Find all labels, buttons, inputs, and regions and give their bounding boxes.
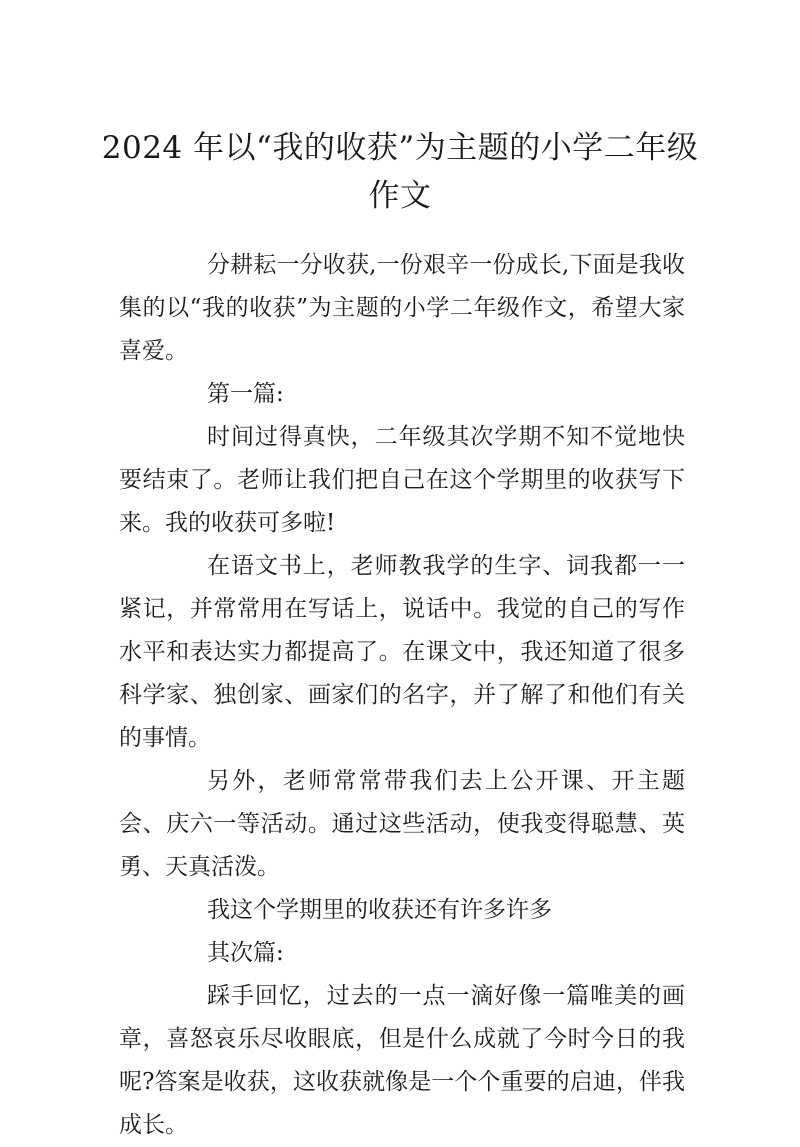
document-title-line-1: 2024 年以“我的收获”为主题的小学二年级 [101, 130, 699, 166]
section-heading-first: 第一篇: [207, 381, 284, 407]
paragraph-second-1: 踩手回忆，过去的一点一滴好像一篇唯美的画章，喜怒哀乐尽收眼底，但是什么成就了今时今日的我呢?答案是收获，这收获就像是一个个重要的启迪，伴我成长。 [119, 983, 685, 1138]
paragraph-first-1: 时间过得真快，二年级其次学期不知不觉地快要结束了。老师让我们把自己在这个学期里的收获写下来。我的收获可多啦! [119, 424, 685, 536]
paragraph-first-3: 另外，老师常常带我们去上公开课、开主题会、庆六一等活动。通过这些活动，使我变得聪慧、英勇、天真活泼。 [119, 768, 685, 880]
document-body [119, 244, 685, 1147]
paragraph-intro: 分耕耘一分收获,一份艰辛一份成长,下面是我收集的以“我的收获”为主题的小学二年级作文，希望大家喜爱。 [119, 252, 685, 364]
section-heading-second: 其次篇: [207, 940, 284, 966]
paragraph-first-4: 我这个学期里的收获还有许多许多 [207, 897, 552, 923]
paragraph-first-2: 在语文书上，老师教我学的生字、词我都一一紧记，并常常用在写话上，说话中。我觉的自己的写作水平和表达实力都提高了。在课文中，我还知道了很多科学家、独创家、画家们的名字，并了解了和他们有关的事情。 [119, 553, 685, 751]
document-title-line-2: 作文 [368, 178, 432, 214]
